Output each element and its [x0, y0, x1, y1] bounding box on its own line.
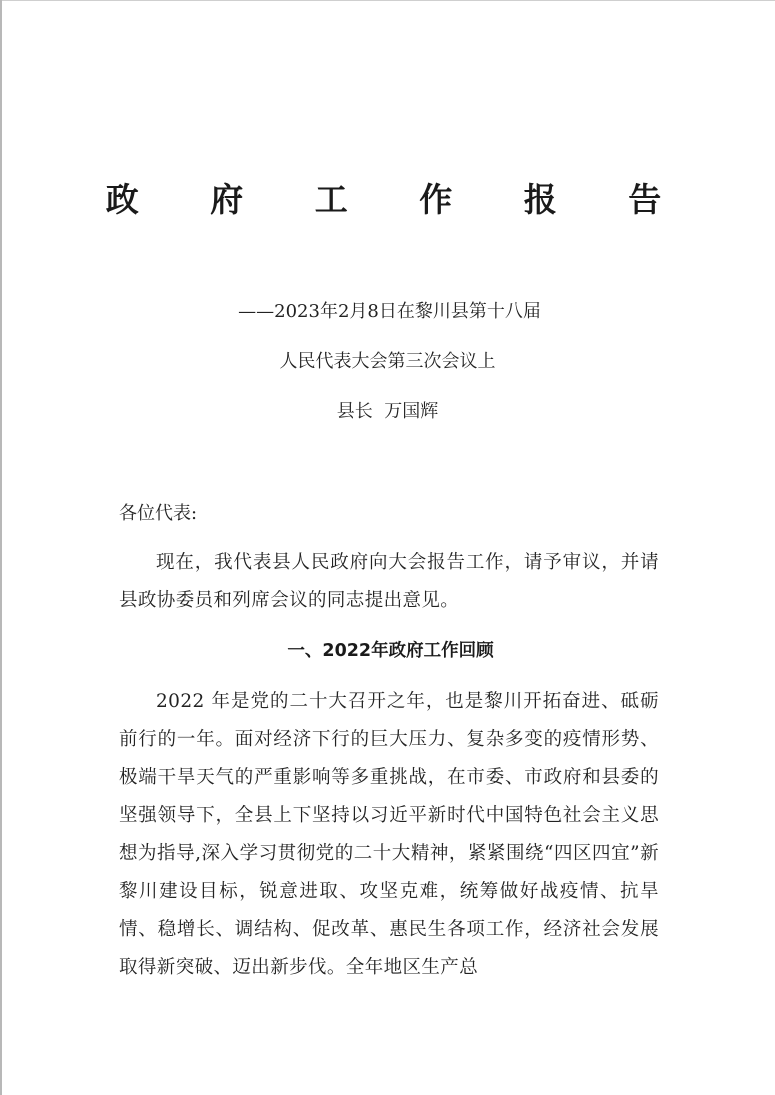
salutation: 各位代表:	[119, 503, 198, 524]
page-left-border	[0, 0, 2, 1095]
subtitle-meeting-line: 人民代表大会第三次会议上	[279, 351, 496, 372]
speaker-line: 县长 万国辉	[336, 401, 439, 422]
opening-paragraph: 现在，我代表县人民政府向大会报告工作，请予审议，并请县政协委员和列席会议的同志提出意见。	[119, 552, 659, 611]
subtitle-date-line: ——2023年2月8日在黎川县第十八届	[238, 301, 541, 322]
section-heading: 一、2022年政府工作回顾	[287, 641, 494, 661]
document-title: 政 府 工 作 报 告	[105, 180, 692, 219]
review-paragraph: 2022 年是党的二十大召开之年，也是黎川开拓奋进、砥砺前行的一年。面对经济下行的巨大压力、复杂多变的疫情形势、极端干旱天气的严重影响等多重挑战，在市委、市政府和县委的坚强领导下，全县上下坚持以习近平新时代中国特色社会主义思想为指导,深入学习贯彻党的二十大精神，紧紧围绕“四区四宜”新黎川建设目标，锐意进取、攻坚克难，统筹做好战疫情、抗旱情、稳增长、调结构、促改革、惠民生各项工作，经济社会发展取得新突破、迈出新步伐。全年地区生产总	[119, 691, 659, 978]
page-top-border	[0, 0, 775, 1]
